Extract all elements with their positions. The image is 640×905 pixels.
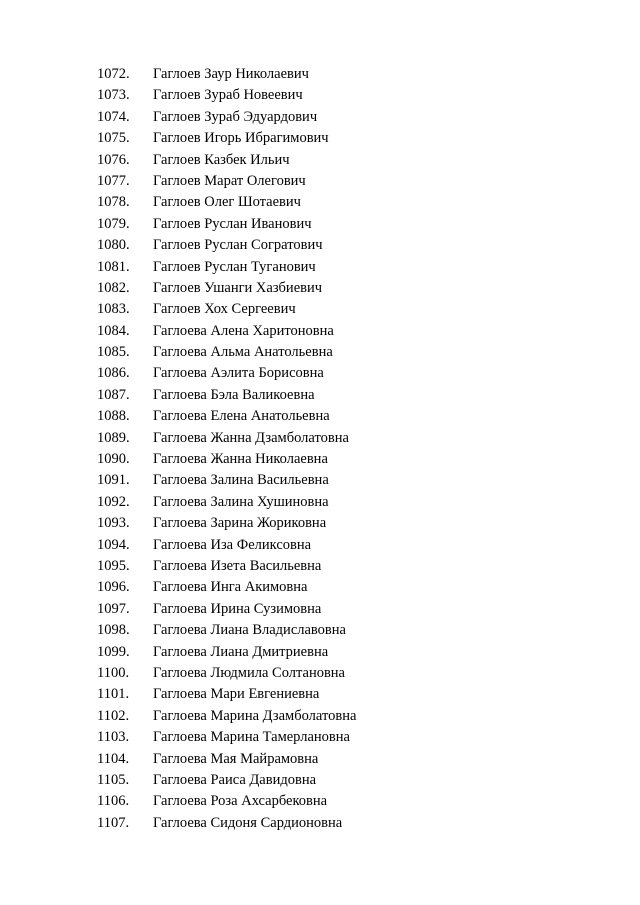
list-item bbox=[97, 299, 356, 320]
entry-number: 1078. bbox=[97, 194, 130, 211]
entry-name: Гаглоев Марат Олегович bbox=[153, 172, 306, 189]
list-item bbox=[97, 406, 356, 427]
entry-name: Гаглоева Марина Тамерлановна bbox=[153, 729, 350, 746]
entry-name: Гаглоев Зураб Новеевич bbox=[153, 87, 303, 104]
list-item bbox=[97, 599, 356, 620]
entry-name: Гаглоев Олег Шотаевич bbox=[153, 194, 301, 211]
entry-name: Гаглоев Игорь Ибрагимович bbox=[153, 130, 329, 147]
entry-number: 1077. bbox=[97, 172, 130, 189]
entry-number: 1102. bbox=[97, 707, 130, 724]
list-item bbox=[97, 321, 356, 342]
entry-name: Гаглоева Альма Анатольевна bbox=[153, 344, 333, 361]
entry-name: Гаглоева Зарина Жориковна bbox=[153, 515, 327, 532]
entry-number: 1100. bbox=[97, 664, 130, 681]
entry-name: Гаглоев Хох Сергеевич bbox=[153, 301, 296, 318]
entry-name: Гаглоева Лиана Дмитриевна bbox=[153, 643, 329, 660]
entry-number: 1097. bbox=[97, 600, 130, 617]
list-item bbox=[97, 813, 356, 834]
list-item bbox=[97, 257, 356, 278]
list-item bbox=[97, 663, 356, 684]
list-item bbox=[97, 363, 356, 384]
entry-name: Гаглоев Заур Николаевич bbox=[153, 66, 309, 82]
list-item bbox=[97, 342, 356, 363]
entry-number: 1095. bbox=[97, 557, 130, 574]
entry-name: Гаглоева Иза Феликсовна bbox=[153, 536, 312, 553]
list-item bbox=[97, 85, 356, 106]
entry-name: Гаглоева Мари Евгениевна bbox=[153, 686, 320, 703]
entry-name: Гаглоева Лиана Владиславовна bbox=[153, 622, 346, 639]
list-item bbox=[97, 577, 356, 598]
entry-name: Гаглоева Роза Ахсарбековна bbox=[153, 793, 328, 810]
list-item bbox=[97, 513, 356, 534]
entry-name: Гаглоева Раиса Давидовна bbox=[153, 771, 317, 788]
entry-name: Гаглоев Казбек Ильич bbox=[153, 151, 290, 168]
name-list bbox=[97, 64, 356, 834]
list-item bbox=[97, 749, 356, 770]
entry-name: Гаглоева Жанна Дзамболатовна bbox=[153, 429, 349, 446]
list-item bbox=[97, 107, 356, 128]
entry-number: 1099. bbox=[97, 643, 130, 660]
list-item bbox=[97, 150, 356, 171]
list-item bbox=[97, 791, 356, 812]
entry-number: 1075. bbox=[97, 130, 130, 147]
entry-number: 1083. bbox=[97, 301, 130, 318]
list-item bbox=[97, 235, 356, 256]
list-item bbox=[97, 64, 356, 85]
entry-name: Гаглоева Залина Васильевна bbox=[153, 472, 329, 489]
entry-name: Гаглоева Залина Хушиновна bbox=[153, 493, 329, 510]
entry-number: 1092. bbox=[97, 493, 130, 510]
entry-number: 1073. bbox=[97, 87, 130, 104]
entry-number: 1072. bbox=[97, 66, 130, 82]
list-item bbox=[97, 684, 356, 705]
list-item bbox=[97, 449, 356, 470]
entry-name: Гаглоева Ирина Сузимовна bbox=[153, 600, 322, 617]
entry-number: 1080. bbox=[97, 237, 130, 254]
entry-name: Гаглоева Алена Харитоновна bbox=[153, 322, 334, 339]
list-item bbox=[97, 428, 356, 449]
entry-number: 1089. bbox=[97, 429, 130, 446]
list-item bbox=[97, 385, 356, 406]
entry-number: 1101. bbox=[97, 686, 130, 703]
list-item bbox=[97, 171, 356, 192]
entry-number: 1076. bbox=[97, 151, 130, 168]
list-item bbox=[97, 727, 356, 748]
entry-name: Гаглоева Бэла Валикоевна bbox=[153, 386, 315, 403]
list-item bbox=[97, 535, 356, 556]
list-item bbox=[97, 706, 356, 727]
entry-name: Гаглоева Елена Анатольевна bbox=[153, 408, 330, 425]
entry-number: 1103. bbox=[97, 729, 130, 746]
entry-number: 1085. bbox=[97, 344, 130, 361]
entry-name: Гаглоев Зураб Эдуардович bbox=[153, 108, 318, 125]
entry-number: 1084. bbox=[97, 322, 130, 339]
list-item bbox=[97, 214, 356, 235]
entry-name: Гаглоева Людмила Солтановна bbox=[153, 664, 345, 681]
entry-number: 1096. bbox=[97, 579, 130, 596]
list-item bbox=[97, 492, 356, 513]
entry-number: 1087. bbox=[97, 386, 130, 403]
entry-name: Гаглоева Аэлита Борисовна bbox=[153, 365, 324, 382]
list-item bbox=[97, 278, 356, 299]
list-item bbox=[97, 128, 356, 149]
entry-number: 1106. bbox=[97, 793, 130, 810]
entry-name: Гаглоева Марина Дзамболатовна bbox=[153, 707, 357, 724]
entry-name: Гаглоева Сидоня Сардионовна bbox=[153, 814, 343, 831]
entry-name: Гаглоева Изета Васильевна bbox=[153, 557, 322, 574]
entry-name: Гаглоева Инга Акимовна bbox=[153, 579, 308, 596]
entry-number: 1093. bbox=[97, 515, 130, 532]
entry-number: 1090. bbox=[97, 451, 130, 468]
entry-number: 1088. bbox=[97, 408, 130, 425]
entry-name: Гаглоев Ушанги Хазбиевич bbox=[153, 279, 323, 296]
entry-name: Гаглоев Руслан Иванович bbox=[153, 215, 312, 232]
entry-number: 1081. bbox=[97, 258, 130, 275]
entry-name: Гаглоев Руслан Согратович bbox=[153, 237, 323, 254]
list-item bbox=[97, 620, 356, 641]
entry-name: Гаглоева Мая Майрамовна bbox=[153, 750, 319, 767]
entry-name: Гаглоева Жанна Николаевна bbox=[153, 451, 328, 468]
entry-number: 1082. bbox=[97, 279, 130, 296]
entry-number: 1098. bbox=[97, 622, 130, 639]
entry-number: 1107. bbox=[97, 814, 130, 831]
entry-number: 1086. bbox=[97, 365, 130, 382]
list-item bbox=[97, 770, 356, 791]
list-item bbox=[97, 642, 356, 663]
entry-number: 1104. bbox=[97, 750, 130, 767]
entry-number: 1105. bbox=[97, 771, 130, 788]
list-item bbox=[97, 470, 356, 491]
entry-number: 1091. bbox=[97, 472, 130, 489]
list-item bbox=[97, 556, 356, 577]
entry-number: 1079. bbox=[97, 215, 130, 232]
entry-number: 1074. bbox=[97, 108, 130, 125]
entry-number: 1094. bbox=[97, 536, 130, 553]
list-item bbox=[97, 192, 356, 213]
entry-name: Гаглоев Руслан Туганович bbox=[153, 258, 316, 275]
